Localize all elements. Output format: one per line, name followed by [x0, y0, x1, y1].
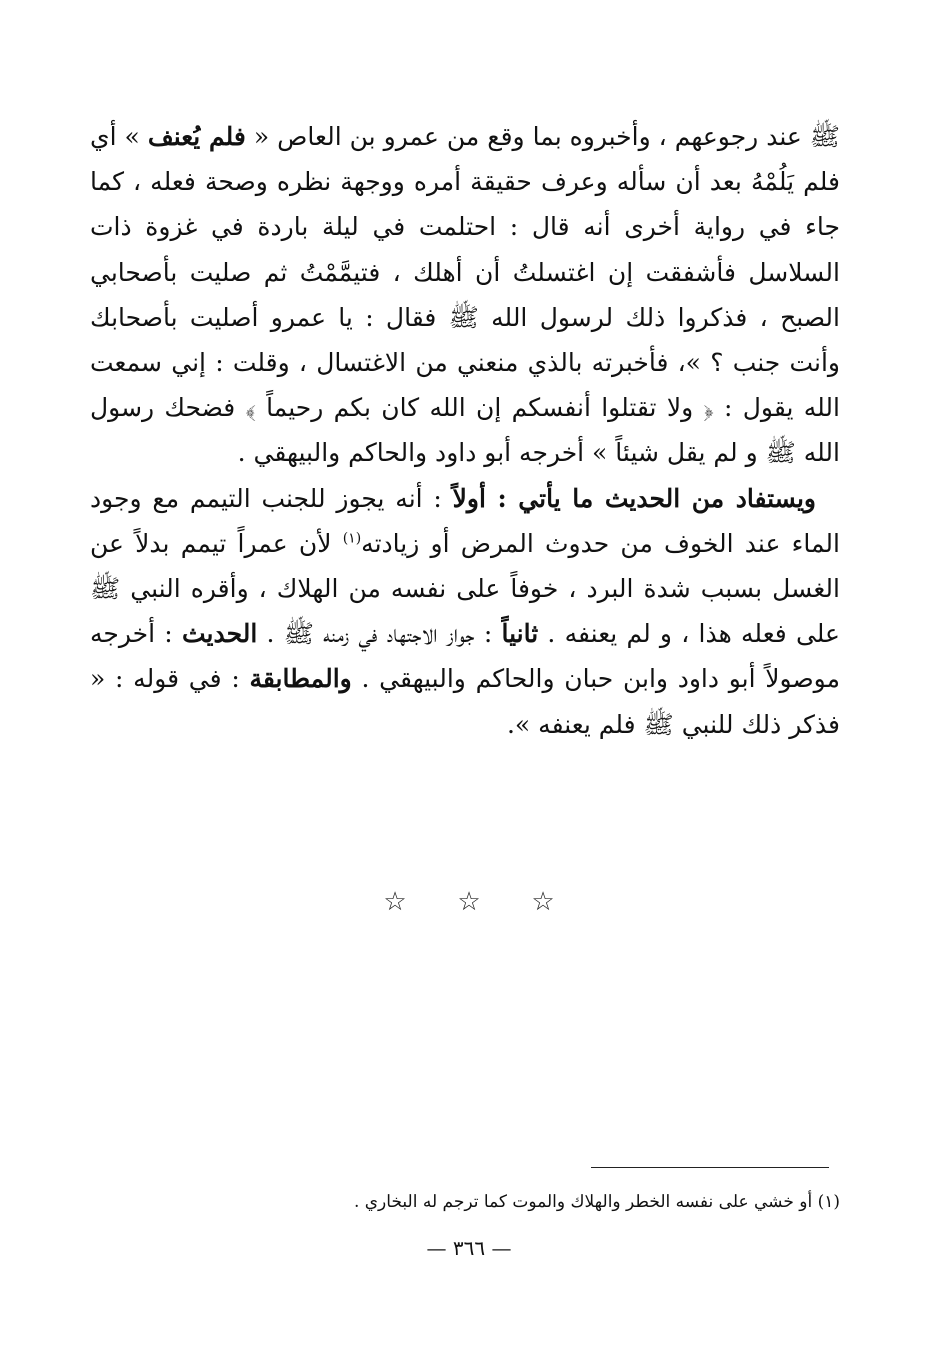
- footnote-divider: [591, 1167, 829, 1168]
- paragraph-2-bold-d: والمطابقة: [249, 664, 352, 694]
- paragraph-2-text-b: لأن عمراً تيمم بدلاً عن الغسل بسبب شدة البرد ، خوفاً على نفسه من الهلاك ، وأقره النبي ﷺ على فعله هذا ، و لم يعنفه .: [90, 528, 840, 649]
- paragraph-1-bold-a: فلم يُعنف: [147, 122, 246, 151]
- paragraph-2-text-d: : أخرجه موصولاً أبو داود وابن حبان والحاكم والبيهقي .: [90, 619, 840, 694]
- paragraph-2-bold-a: ويستفاد من الحديث ما يأتي : أولاً: [452, 483, 816, 513]
- paragraph-2-text-c: : جواز الاجتهاد في زمنه ﷺ .: [257, 619, 502, 649]
- paragraph-1: [90, 114, 840, 476]
- section-separator: [0, 882, 938, 922]
- main-text: [90, 114, 840, 747]
- paragraph-2-text-a: : أنه يجوز للجنب التيمم مع وجود الماء عند الخوف من حدوث المرض أو زيادته: [90, 483, 841, 558]
- star-icon: ☆: [383, 887, 407, 917]
- paragraph-2: [90, 476, 840, 747]
- footnote-reference: (١): [342, 530, 362, 547]
- paragraph-1-text-b: » أي فلم يَلُمْهُ بعد أن سأله وعرف حقيقة أمره ووجهة نظره وصحة فعله ، كما جاء في رواية أخرى أنه قال : احتلمت في ليلة باردة في غزوة ذات السلاسل فأشفقت إن اغتسلتُ أن أهلك ، فتيمَّمْتُ ثم صليت بأصحابي الصبح ، فذكروا ذلك لرسول الله ﷺ فقال : يا عمرو أصليت بأصحابك وأنت جنب ؟ »، فأخبرته بالذي منعني من الاغتسال ، وقلت : إني سمعت الله يقول : ﴿ ولا تقتلوا أنفسكم إن الله كان بكم رحيماً ﴾ فضحك رسول الله ﷺ و لم يقل شيئاً » أخرجه أبو داود والحاكم والبيهقي .: [90, 122, 840, 468]
- paragraph-2-text-e: : في قوله : « فذكر ذلك للنبي ﷺ فلم يعنفه ».: [90, 664, 840, 739]
- paragraph-1-text-a: ﷺ عند رجوعهم ، وأخبروه بما وقع من عمرو بن العاص «: [245, 122, 841, 151]
- paragraph-2-bold-b: ثانياً: [501, 619, 539, 649]
- page-number: — ٣٦٦ —: [426, 1236, 512, 1260]
- star-icon: ☆: [457, 887, 481, 917]
- star-icon: ☆: [531, 887, 555, 917]
- footnote: (١) أو خشي على نفسه الخطر والهلاك والموت كما ترجم له البخاري .: [353, 1192, 840, 1212]
- paragraph-2-bold-c: الحديث: [181, 619, 258, 649]
